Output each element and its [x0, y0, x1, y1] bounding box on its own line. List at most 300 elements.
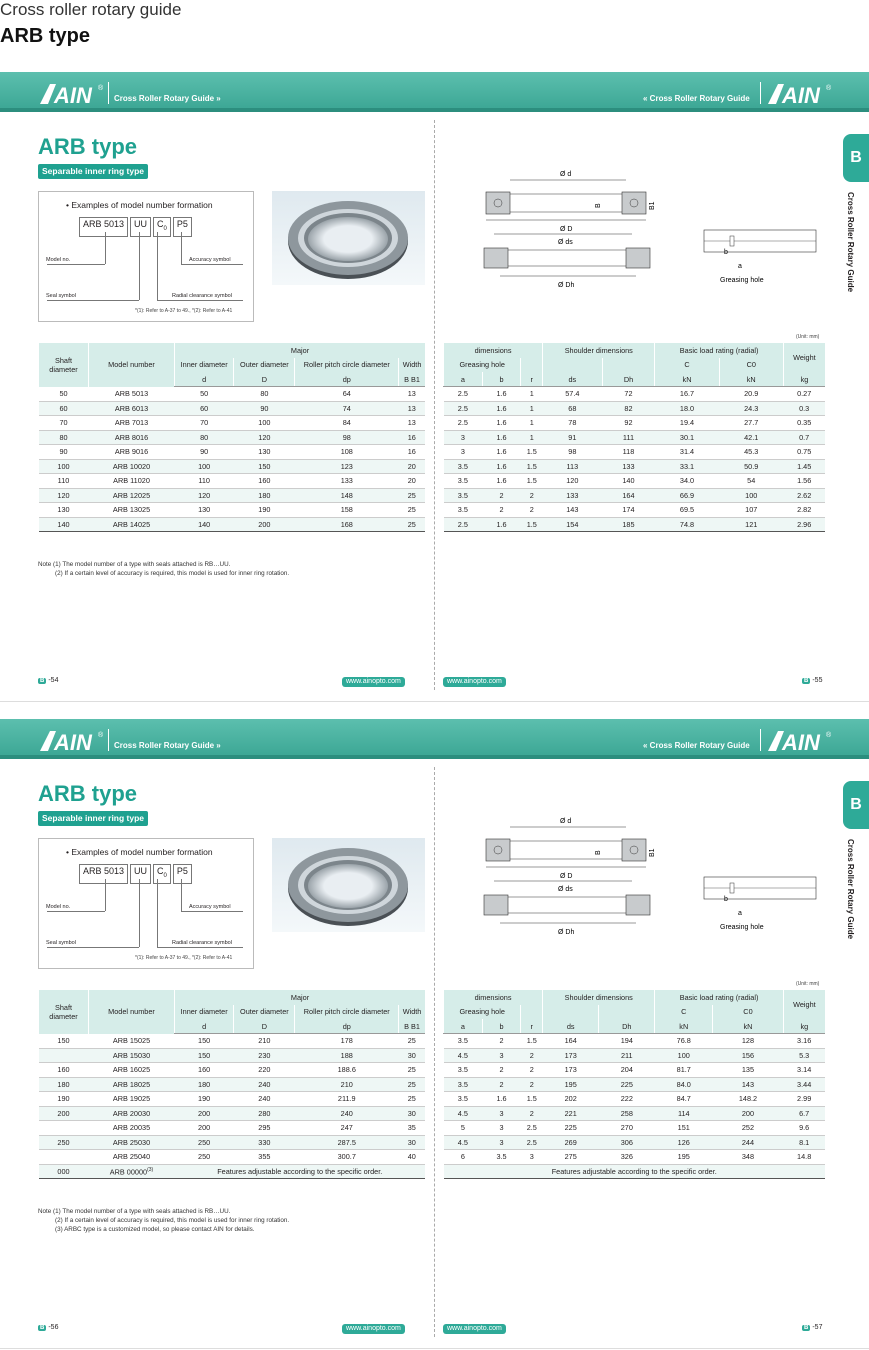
- model-number-example: • Examples of model number formation ARB 5013 UU $C_0$ P5 Model no. Seal symbol Accuracy symbol Radial clearance symbol *(1): Refer to A-37 to 49., *(2): Refer to A-41: [38, 838, 254, 969]
- table-cell: 78: [543, 416, 602, 431]
- table-cell: 143: [713, 1077, 784, 1092]
- table-cell: 2.5: [444, 416, 483, 431]
- col-model: Model number: [89, 343, 175, 387]
- table-cell: 66.9: [655, 488, 719, 503]
- catalog-spread-2: [0, 719, 869, 1349]
- col-dimensions: dimensions: [444, 343, 543, 358]
- table-cell: 35: [399, 1121, 425, 1136]
- section-tag: Separable inner ring type: [38, 164, 148, 179]
- table-cell: 3.5: [444, 488, 483, 503]
- website-link-right[interactable]: www.ainopto.com: [443, 1324, 506, 1334]
- table-cell: 2.5: [444, 517, 483, 532]
- table-cell: 250: [175, 1135, 234, 1150]
- table-cell: 270: [599, 1121, 655, 1136]
- table-row: [39, 1063, 426, 1078]
- table-cell: 50.9: [719, 459, 783, 474]
- table-cell: 80: [234, 387, 295, 402]
- table-row: [444, 387, 826, 402]
- table-cell: 180: [39, 1077, 89, 1092]
- table-row: [444, 1092, 826, 1107]
- col-outer: Outer diameter: [234, 358, 295, 373]
- page-number-left: B -56: [40, 1324, 59, 1331]
- col-major: Major: [175, 343, 426, 358]
- table-cell: 25: [399, 1034, 425, 1049]
- table-cell: 60: [39, 401, 89, 416]
- table-cell: 31.4: [655, 445, 719, 460]
- section-corner-tab: B: [843, 134, 869, 182]
- table-cell: 27.7: [719, 416, 783, 431]
- table-cell: 111: [602, 430, 655, 445]
- table-cell: 326: [599, 1150, 655, 1165]
- table-cell: 200: [175, 1121, 234, 1136]
- table-cell: 2: [521, 1106, 543, 1121]
- table-cell: 150: [175, 1034, 234, 1049]
- table-cell: 30: [399, 1048, 425, 1063]
- greasing-hole-diagram: [700, 869, 820, 949]
- table-cell: ARB 15030: [89, 1048, 175, 1063]
- table-cell: 25: [399, 1092, 425, 1107]
- table-cell: 3: [482, 1106, 521, 1121]
- table-cell: 133: [543, 488, 602, 503]
- header-band: [0, 72, 869, 112]
- svg-text:®: ®: [826, 85, 832, 92]
- table-cell: 76.8: [655, 1034, 713, 1049]
- table-cell: ARB 25040: [89, 1150, 175, 1165]
- example-heading: • Examples of model number formation: [66, 200, 213, 210]
- table-cell: ARB 20035: [89, 1121, 175, 1136]
- table-row: [39, 387, 426, 402]
- table-cell: 84.7: [655, 1092, 713, 1107]
- table-cell: 150: [175, 1048, 234, 1063]
- table-cell: 16.7: [655, 387, 719, 402]
- table-cell: 90: [175, 445, 234, 460]
- table-cell: 168: [295, 517, 399, 532]
- table-cell: 180: [234, 488, 295, 503]
- notes: Note (1) The model number of a type with seals attached is RB…UU. (2) If a certain level of accuracy is required, this model is used for inner ring rotation.: [38, 561, 290, 577]
- model-number-example: [38, 191, 254, 322]
- table-cell: 90: [39, 445, 89, 460]
- table-cell: 160: [175, 1063, 234, 1078]
- label-accuracy-symbol: Accuracy symbol: [189, 257, 231, 263]
- table-cell: 114: [655, 1106, 713, 1121]
- ain-logo: [36, 80, 108, 108]
- table-cell: 14.8: [783, 1150, 825, 1165]
- table-row: [39, 1150, 426, 1165]
- ain-logo: [36, 727, 108, 755]
- table-row: [39, 416, 426, 431]
- table-cell: 240: [234, 1092, 295, 1107]
- band-right-text: « Cross Roller Rotary Guide: [643, 94, 750, 103]
- table-cell: 110: [39, 474, 89, 489]
- table-cell: 164: [543, 1034, 599, 1049]
- section-tag: Separable inner ring type: [38, 811, 148, 826]
- greasing-hole-label: Greasing hole: [720, 277, 764, 284]
- table-cell: 221: [543, 1106, 599, 1121]
- greasing-hole-diagram: [700, 222, 820, 302]
- table-cell: ARB 12025: [89, 488, 175, 503]
- document-subtitle: ARB type: [0, 25, 91, 47]
- table-cell: 45.3: [719, 445, 783, 460]
- section-title: ARB type: [38, 781, 138, 806]
- svg-text:AIN: AIN: [54, 730, 92, 755]
- svg-text:Ø D: Ø D: [560, 873, 573, 880]
- table-cell: 34.0: [655, 474, 719, 489]
- table-cell: 3.5: [444, 503, 483, 518]
- label-seal-symbol: Seal symbol: [46, 293, 76, 299]
- table-cell: 3.5: [444, 1034, 483, 1049]
- table-cell: 2: [482, 488, 521, 503]
- table-cell: 247: [295, 1121, 399, 1136]
- table-row: [39, 1077, 426, 1092]
- table-cell: ARB 9016: [89, 445, 175, 460]
- svg-text:B1: B1: [649, 848, 656, 857]
- table-cell: 220: [234, 1063, 295, 1078]
- website-link-right[interactable]: www.ainopto.com: [443, 677, 506, 687]
- col-shoulder: Shoulder dimensions: [543, 343, 655, 358]
- table-cell: ARB 00000$^{(3)}$: [89, 1164, 175, 1179]
- table-cell: 120: [39, 488, 89, 503]
- dim-ds-label: Ø ds: [558, 239, 573, 246]
- spec-table-left: Shaft diameter Model number Major Inner diameter Outer diameter Roller pitch circle diameter Width d D dp B B1 150 ARB 15025 150 210 178 25 ARB 15030 150 230 188 30 160 ARB 16025 160 220 188.6 25 180 ARB 18025 180 240 210 25 190 ARB 19025 190 240 211.9 25 200 ARB 20030 200 280 240 30 ARB 20035 200 295 247 35 250 ARB 25030 250 330 287.5 30 ARB 25040 250 355 300.7 40 000 ARB 00000$^{(3)}$ Features adjustable according to the specific order.: [38, 990, 425, 1179]
- dim-B1-label: B1: [649, 201, 656, 210]
- bearing-dimension-diagram: [476, 164, 656, 324]
- table-cell: 151: [655, 1121, 713, 1136]
- table-cell: 113: [543, 459, 602, 474]
- table-cell: 3.5: [444, 1063, 483, 1078]
- page-divider: [434, 120, 435, 690]
- table-cell: Features adjustable according to the specific order.: [175, 1164, 426, 1179]
- section-corner-tab: B: [843, 781, 869, 829]
- table-row-custom: [39, 1164, 426, 1179]
- table-cell: 140: [39, 517, 89, 532]
- table-cell: 19.4: [655, 416, 719, 431]
- table-cell: 211: [599, 1048, 655, 1063]
- table-row: [444, 488, 826, 503]
- spec-table-right: dimensions Shoulder dimensions Basic load rating (radial) Weight Greasing hole C C0 a b r ds Dh kN kN kg 2.5 1.6 1 57.4 72 16.7 20.9 0.27 2.5 1.6 1 68 82 18.0 24.3 0.3 2.5 1.6 1 78 92 19.4 27.7 0.35 3 1.6 1 91 111 30.1 42.1 0.7 3 1.6 1.5 98 118 31.4 45.3 0.75 3.5 1.6 1.5 113 133 33.1 50.9 1.45 3.5 1.6 1.5 120 140 34.0 54 1.56 3.5 2 2 133 164 66.9 100 2.62 3.5 2 2 143 174 69.5 107 2.82 2.5 1.6 1.5 154 185 74.8 121 2.96: [443, 343, 825, 532]
- table-cell: 195: [543, 1077, 599, 1092]
- table-cell: 1.6: [482, 387, 521, 402]
- table-cell: 202: [543, 1092, 599, 1107]
- example-boxes: [79, 217, 192, 237]
- col-load: Basic load rating (radial): [655, 343, 783, 358]
- table-cell: 1.5: [521, 459, 543, 474]
- table-cell: 348: [713, 1150, 784, 1165]
- table-cell: 84: [295, 416, 399, 431]
- table-cell: 154: [543, 517, 602, 532]
- table-row: [39, 488, 426, 503]
- table-cell: 188.6: [295, 1063, 399, 1078]
- table-cell: 164: [602, 488, 655, 503]
- table-cell: 100: [175, 459, 234, 474]
- table-cell: 100: [719, 488, 783, 503]
- col-shaft: Shaft diameter: [39, 343, 89, 387]
- table-row: [39, 503, 426, 518]
- page-number-left: B -54: [40, 677, 59, 684]
- table-cell: 91: [543, 430, 602, 445]
- table-cell: 2.5: [444, 387, 483, 402]
- table-cell: 25: [399, 503, 425, 518]
- table-cell: 80: [175, 430, 234, 445]
- table-cell: 330: [234, 1135, 295, 1150]
- notes: Note (1) The model number of a type with seals attached is RB…UU. (2) If a certain level of accuracy is required, this model is used for inner ring rotation. (3) ARBC type is a customized model, so please contact AIN for details.: [38, 1208, 290, 1233]
- ain-logo-right: [764, 80, 836, 108]
- table-row: [39, 474, 426, 489]
- dim-d-label: Ø d: [560, 171, 572, 178]
- table-cell: 60: [175, 401, 234, 416]
- table-cell: 2: [482, 1034, 521, 1049]
- table-cell: 3: [444, 430, 483, 445]
- table-cell: 120: [175, 488, 234, 503]
- bearing-dimension-diagram: [476, 811, 656, 971]
- table-cell: 2.5: [444, 401, 483, 416]
- table-cell: 2.96: [783, 517, 825, 532]
- table-cell: 20: [399, 459, 425, 474]
- table-row: [39, 1034, 426, 1049]
- table-cell: 5.3: [783, 1048, 825, 1063]
- table-cell: 18.0: [655, 401, 719, 416]
- svg-text:Ø d: Ø d: [560, 818, 572, 825]
- band-left-text: Cross Roller Rotary Guide »: [114, 741, 221, 750]
- table-cell: 200: [234, 517, 295, 532]
- table-cell: ARB 20030: [89, 1106, 175, 1121]
- table-cell: 30.1: [655, 430, 719, 445]
- dim-b-label: b: [724, 249, 728, 256]
- table-row: [39, 1048, 426, 1063]
- table-cell: 13: [399, 387, 425, 402]
- table-cell: 1: [521, 387, 543, 402]
- section-title: ARB type: [38, 134, 138, 159]
- table-cell: 1.45: [783, 459, 825, 474]
- table-cell: 1.5: [521, 445, 543, 460]
- table-row-custom: [444, 1164, 826, 1179]
- table-cell: 84.0: [655, 1077, 713, 1092]
- table-cell: 1.6: [482, 474, 521, 489]
- table-cell: 225: [543, 1121, 599, 1136]
- catalog-spread-1: [0, 72, 869, 702]
- table-cell: 306: [599, 1135, 655, 1150]
- table-cell: 20: [399, 474, 425, 489]
- table-cell: 0.3: [783, 401, 825, 416]
- table-cell: 204: [599, 1063, 655, 1078]
- table-cell: 80: [39, 430, 89, 445]
- table-cell: 110: [175, 474, 234, 489]
- page-number-right: B -55: [804, 677, 823, 684]
- table-cell: 57.4: [543, 387, 602, 402]
- table-cell: 211.9: [295, 1092, 399, 1107]
- table-cell: 195: [655, 1150, 713, 1165]
- table-cell: 16: [399, 430, 425, 445]
- table-cell: 100: [234, 416, 295, 431]
- page-number-right: B -57: [804, 1324, 823, 1331]
- table-cell: 287.5: [295, 1135, 399, 1150]
- table-cell: 1.6: [482, 430, 521, 445]
- table-row: [39, 430, 426, 445]
- table-cell: 240: [234, 1077, 295, 1092]
- table-cell: 148.2: [713, 1092, 784, 1107]
- dim-B-label: B: [595, 203, 602, 208]
- table-row: [39, 1135, 426, 1150]
- table-cell: 173: [543, 1063, 599, 1078]
- table-cell: 68: [543, 401, 602, 416]
- table-cell: 258: [599, 1106, 655, 1121]
- table-cell: ARB 6013: [89, 401, 175, 416]
- table-cell: 1.5: [521, 517, 543, 532]
- svg-text:®: ®: [98, 85, 104, 92]
- table-cell: 108: [295, 445, 399, 460]
- svg-text:Ø ds: Ø ds: [558, 886, 573, 893]
- table-cell: 252: [713, 1121, 784, 1136]
- table-row: [444, 459, 826, 474]
- ain-logo-right: [764, 727, 836, 755]
- table-cell: [39, 1048, 89, 1063]
- table-cell: ARB 14025: [89, 517, 175, 532]
- table-cell: 3.5: [444, 1077, 483, 1092]
- table-cell: 13: [399, 401, 425, 416]
- table-cell: 1.6: [482, 401, 521, 416]
- table-cell: 0.35: [783, 416, 825, 431]
- table-row: [444, 1063, 826, 1078]
- table-cell: 107: [719, 503, 783, 518]
- table-cell: 3.5: [444, 474, 483, 489]
- example-box-seal: UU: [130, 217, 151, 237]
- table-cell: 0.27: [783, 387, 825, 402]
- svg-text:AIN: AIN: [782, 83, 820, 108]
- svg-text:AIN: AIN: [54, 83, 92, 108]
- table-cell: 190: [39, 1092, 89, 1107]
- table-row: [444, 1034, 826, 1049]
- table-cell: 72: [602, 387, 655, 402]
- table-cell: 1: [521, 416, 543, 431]
- table-cell: 40: [399, 1150, 425, 1165]
- website-link-left[interactable]: www.ainopto.com: [342, 677, 405, 687]
- table-cell: 98: [295, 430, 399, 445]
- table-cell: ARB 5013: [89, 387, 175, 402]
- table-cell: 210: [295, 1077, 399, 1092]
- table-cell: 148: [295, 488, 399, 503]
- table-cell: ARB 11020: [89, 474, 175, 489]
- table-cell: 158: [295, 503, 399, 518]
- table-cell: 222: [599, 1092, 655, 1107]
- table-cell: 250: [175, 1150, 234, 1165]
- table-cell: ARB 10020: [89, 459, 175, 474]
- table-cell: 1.5: [521, 1034, 543, 1049]
- col-width: Width: [399, 358, 425, 373]
- col-inner: Inner diameter: [175, 358, 234, 373]
- table-row: [444, 445, 826, 460]
- table-cell: ARB 8016: [89, 430, 175, 445]
- website-link-left[interactable]: www.ainopto.com: [342, 1324, 405, 1334]
- table-cell: 160: [39, 1063, 89, 1078]
- table-cell: 74.8: [655, 517, 719, 532]
- svg-text:AIN: AIN: [782, 730, 820, 755]
- table-cell: 150: [234, 459, 295, 474]
- example-box-model: ARB 5013: [79, 217, 128, 237]
- table-cell: 200: [713, 1106, 784, 1121]
- label-model-no: Model no.: [46, 257, 71, 263]
- dim-a-label: a: [738, 263, 742, 270]
- table-cell: 185: [602, 517, 655, 532]
- table-cell: 3.16: [783, 1034, 825, 1049]
- table-cell: 5: [444, 1121, 483, 1136]
- table-cell: 16: [399, 445, 425, 460]
- table-cell: 2.82: [783, 503, 825, 518]
- table-cell: 160: [234, 474, 295, 489]
- table-cell: 200: [175, 1106, 234, 1121]
- table-row: [444, 517, 826, 532]
- table-cell: 300.7: [295, 1150, 399, 1165]
- table-cell: 3.5: [444, 1092, 483, 1107]
- table-cell: 180: [175, 1077, 234, 1092]
- table-cell: 6: [444, 1150, 483, 1165]
- table-cell: 156: [713, 1048, 784, 1063]
- table-cell: 13: [399, 416, 425, 431]
- table-cell: 90: [234, 401, 295, 416]
- col-pitch: Roller pitch circle diameter: [295, 358, 399, 373]
- table-cell: 3.44: [783, 1077, 825, 1092]
- table-row: [444, 430, 826, 445]
- table-cell: 000: [39, 1164, 89, 1179]
- table-row: [39, 1121, 426, 1136]
- side-label: Cross Roller Rotary Guide: [846, 192, 855, 293]
- table-cell: 1.5: [521, 474, 543, 489]
- table-cell: 1: [521, 430, 543, 445]
- table-cell: 74: [295, 401, 399, 416]
- table-cell: 1.56: [783, 474, 825, 489]
- table-cell: 3.5: [444, 459, 483, 474]
- table-cell: 33.1: [655, 459, 719, 474]
- table-cell: 1.6: [482, 517, 521, 532]
- table-cell: 1.6: [482, 459, 521, 474]
- table-cell: 143: [543, 503, 602, 518]
- document-title: Cross roller rotary guide: [0, 0, 182, 19]
- table-cell: 4.5: [444, 1048, 483, 1063]
- table-cell: 0.7: [783, 430, 825, 445]
- dim-Dh-label: Ø Dh: [558, 282, 575, 289]
- table-cell: 275: [543, 1150, 599, 1165]
- table-cell: 210: [234, 1034, 295, 1049]
- table-cell: 130: [39, 503, 89, 518]
- table-row: [444, 1135, 826, 1150]
- table-cell: 140: [602, 474, 655, 489]
- svg-text:®: ®: [98, 732, 104, 739]
- table-cell: 194: [599, 1034, 655, 1049]
- table-row: [39, 401, 426, 416]
- table-cell: 133: [602, 459, 655, 474]
- table-cell: 92: [602, 416, 655, 431]
- table-cell: ARB 15025: [89, 1034, 175, 1049]
- table-cell: ARB 13025: [89, 503, 175, 518]
- table-cell: 2: [482, 1063, 521, 1078]
- table-row: [444, 1077, 826, 1092]
- table-cell: 82: [602, 401, 655, 416]
- table-cell: 2: [482, 1077, 521, 1092]
- table-cell: 244: [713, 1135, 784, 1150]
- table-cell: 2.5: [521, 1135, 543, 1150]
- table-row: [444, 474, 826, 489]
- table-cell: 54: [719, 474, 783, 489]
- table-cell: 81.7: [655, 1063, 713, 1078]
- band-right-text: « Cross Roller Rotary Guide: [643, 741, 750, 750]
- table-cell: 240: [295, 1106, 399, 1121]
- table-cell: 133: [295, 474, 399, 489]
- table-cell: [39, 1150, 89, 1165]
- table-cell: 9.6: [783, 1121, 825, 1136]
- page-divider: [434, 767, 435, 1337]
- table-cell: 1.5: [521, 1092, 543, 1107]
- bearing-photo: [272, 191, 425, 285]
- table-cell: ARB 16025: [89, 1063, 175, 1078]
- table-row: [444, 416, 826, 431]
